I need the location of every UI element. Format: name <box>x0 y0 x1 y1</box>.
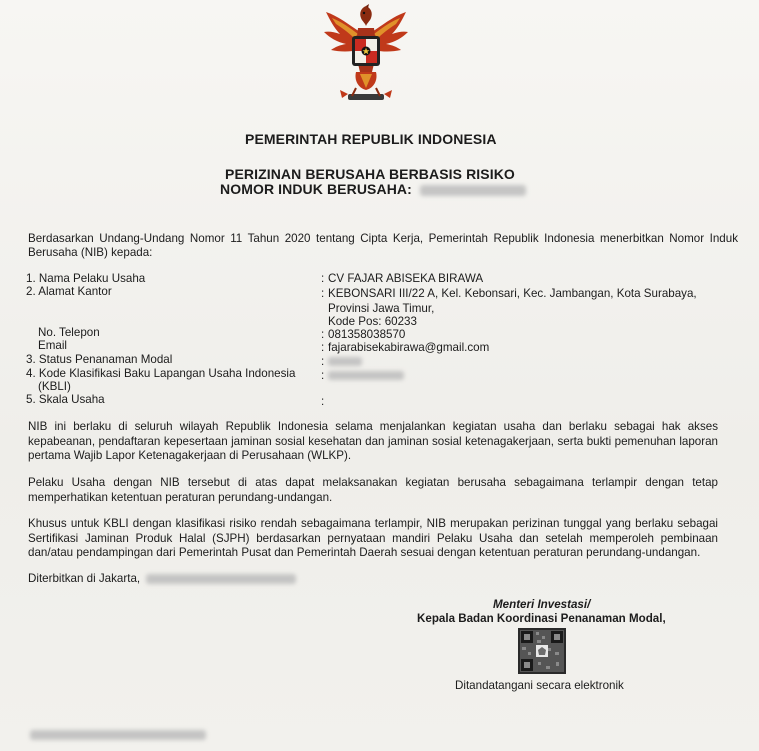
alamat-line-2: Provinsi Jawa Timur, <box>328 302 435 315</box>
alamat-label: 2. Alamat Kantor <box>26 285 112 298</box>
issued-place <box>28 572 296 585</box>
footer-redacted <box>30 728 206 741</box>
qr-code <box>518 628 566 674</box>
email-label: Email <box>38 339 67 352</box>
status-label: 3. Status Penanaman Modal <box>26 353 173 366</box>
kbli-label-suffix: (KBLI) <box>38 380 71 393</box>
e-signature-note: Ditandatangani secara elektronik <box>455 679 624 692</box>
nib-heading <box>220 181 526 197</box>
nama-value: CV FAJAR ABISEKA BIRAWA <box>328 272 484 285</box>
colon: : <box>321 341 325 354</box>
telepon-value: 081358038570 <box>328 328 406 341</box>
issued-date-redacted <box>146 574 296 584</box>
paragraph-kbli-low-risk: Khusus untuk KBLI dengan klasifikasi risiko rendah sebagaimana terlampir, NIB merupakan perizinan tunggal yang berlaku sebagai Sertifikasi Jaminan Produk Halal (SJPH) berdasarkan pernyataan mandiri Pelaku Usaha dan setelah memperoleh pembinaan dan/atau pendampingan dari Pemerintah Pusat dan Pemerintah Daerah sesuai dengan ketentuan peraturan perundang-undangan. <box>28 517 718 560</box>
colon: : <box>321 287 325 300</box>
alamat-line-1: KEBONSARI III/22 A, Kel. Kebonsari, Kec. Jambangan, Kota Surabaya, <box>328 287 697 300</box>
nib-label: NOMOR INDUK BERUSAHA: <box>220 181 412 197</box>
paragraph-nib-validity: NIB ini berlaku di seluruh wilayah Republik Indonesia selama menjalankan kegiatan usaha dan berlaku sebagai hak akses kepabeanan, pendaftaran kepesertaan jaminan sosial kesehatan dan jaminan sosial ketenagakerjaan, serta bukti pemenuhan laporan pertama Wajib Lapor Ketenagakerjaan di Perusahaan (WLKP). <box>28 420 718 463</box>
nama-label: 1. Nama Pelaku Usaha <box>26 272 146 285</box>
skala-label: 5. Skala Usaha <box>26 393 105 406</box>
signatory-title-2: Kepala Badan Koordinasi Penanaman Modal, <box>417 612 666 625</box>
colon: : <box>321 328 325 341</box>
issued-label: Diterbitkan di Jakarta, <box>28 572 141 585</box>
telepon-label: No. Telepon <box>38 326 100 339</box>
nib-number-redacted <box>420 185 526 196</box>
kbli-value-redacted <box>328 369 404 382</box>
colon: : <box>321 355 325 368</box>
intro-paragraph: Berdasarkan Undang-Undang Nomor 11 Tahun 2020 tentang Cipta Kerja, Pemerintah Republik Indonesia menerbitkan Nomor Induk Berusaha (NIB) kepada: <box>28 232 738 259</box>
signatory-title-1: Menteri Investasi/ <box>493 598 591 611</box>
permit-title: PERIZINAN BERUSAHA BERBASIS RISIKO <box>225 166 515 182</box>
email-value: fajarabisekabirawa@gmail.com <box>328 341 490 354</box>
garuda-emblem <box>318 2 414 110</box>
colon: : <box>321 272 325 285</box>
alamat-line-3: Kode Pos: 60233 <box>328 315 417 328</box>
colon: : <box>321 395 325 408</box>
kbli-label: 4. Kode Klasifikasi Baku Lapangan Usaha Indonesia <box>26 367 296 380</box>
paragraph-business-activity: Pelaku Usaha dengan NIB tersebut di atas dapat melaksanakan kegiatan berusaha sebagaimana terlampir dengan tetap memperhatikan ketentuan peraturan perundang-undangan. <box>28 476 718 504</box>
status-value-redacted <box>328 355 362 368</box>
government-heading: PEMERINTAH REPUBLIK INDONESIA <box>245 131 497 147</box>
colon: : <box>321 369 325 382</box>
